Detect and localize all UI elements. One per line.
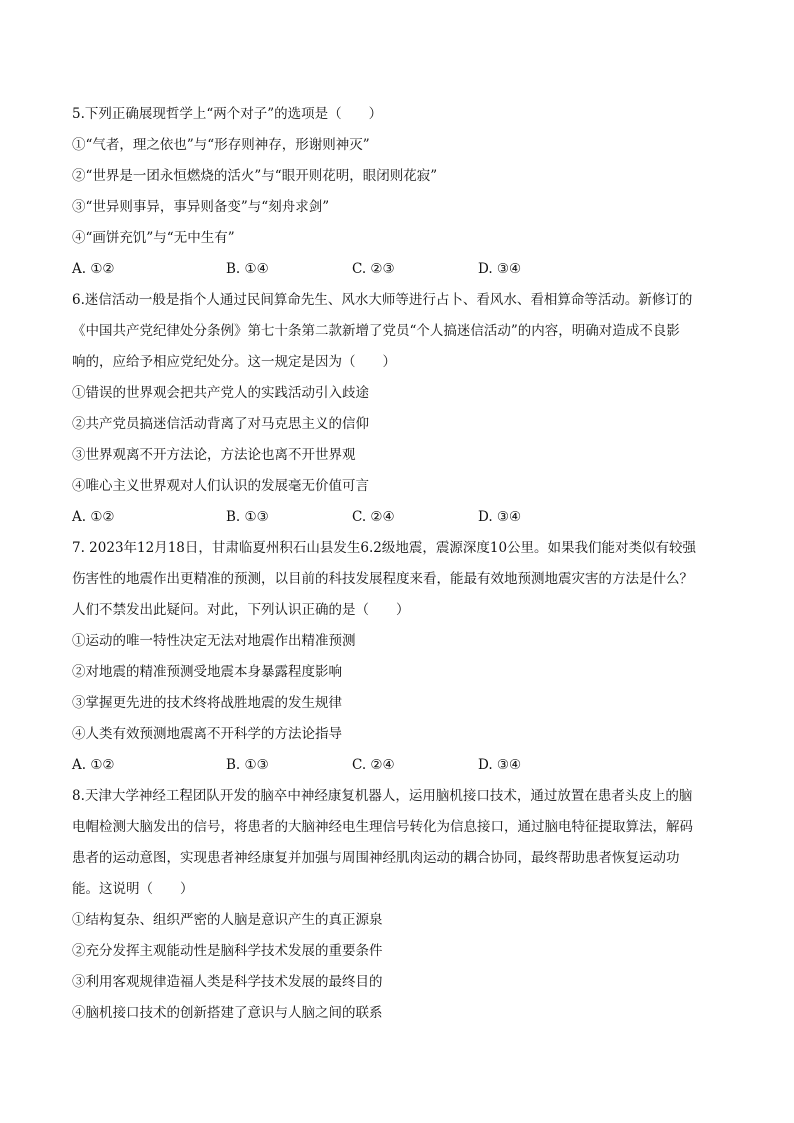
question-8-stem-line-3: 患者的运动意图，实现患者神经康复并加强与周围神经肌肉运动的耦合协同，最终帮助患者恢复运动功: [72, 850, 680, 866]
question-6-option-d[interactable]: D. ③④: [478, 509, 522, 525]
question-5-options: [72, 260, 722, 278]
question-6-stem-line-2: 《中国共产党纪律处分条例》第七十条第二款新增了党员“个人搞迷信活动”的内容，明确对造成不良影: [72, 323, 680, 339]
question-7-stem-line-1: 7. 2023年12月18日，甘肃临夏州积石山县发生6.2级地震，震源深度10公里。如果我们能对类似有较强: [72, 540, 697, 556]
question-5-option-a[interactable]: A. ①②: [72, 261, 115, 277]
question-7-item-2: ②对地震的精准预测受地震本身暴露程度影响: [72, 664, 342, 680]
question-5-option-d[interactable]: D. ③④: [478, 261, 522, 277]
question-6-option-b[interactable]: B. ①③: [226, 509, 269, 525]
question-8-stem-line-4: 能。这说明（ ）: [72, 881, 194, 897]
question-7-item-4: ④人类有效预测地震离不开科学的方法论指导: [72, 726, 342, 742]
question-6-item-3: ③世界观离不开方法论，方法论也离不开世界观: [72, 447, 356, 463]
question-7-option-d[interactable]: D. ③④: [478, 757, 522, 773]
question-7-options: [72, 756, 722, 774]
question-6-stem-line-3: 响的，应给予相应党纪处分。这一规定是因为（ ）: [72, 354, 396, 370]
question-7-option-b[interactable]: B. ①③: [226, 757, 269, 773]
question-6-item-1: ①错误的世界观会把共产党人的实践活动引入歧途: [72, 385, 369, 401]
question-7-option-c[interactable]: C. ②④: [352, 757, 395, 773]
question-5-option-b[interactable]: B. ①④: [226, 261, 269, 277]
question-8-item-1: ①结构复杂、组织严密的人脑是意识产生的真正源泉: [72, 912, 383, 928]
question-5-item-2: ②“世界是一团永恒燃烧的活火”与“眼开则花明，眼闭则花寂”: [72, 168, 438, 184]
question-8-stem-line-2: 电帽检测大脑发出的信号，将患者的大脑神经电生理信号转化为信息接口，通过脑电特征提取算法，解码: [72, 819, 693, 835]
question-6-item-2: ②共产党员搞迷信活动背离了对马克思主义的信仰: [72, 416, 369, 432]
question-6-option-a[interactable]: A. ①②: [72, 509, 115, 525]
question-5-stem-line-1: 5.下列正确展现哲学上“两个对子”的选项是（ ）: [72, 106, 383, 122]
question-7-item-1: ①运动的唯一特性决定无法对地震作出精准预测: [72, 633, 356, 649]
question-7-stem-line-2: 伤害性的地震作出更精准的预测，以目前的科技发展程度来看，能最有效地预测地震灾害的方法是什么？: [72, 571, 693, 587]
question-6-options: [72, 508, 722, 526]
question-8-item-3: ③利用客观规律造福人类是科学技术发展的最终目的: [72, 974, 383, 990]
question-5-item-4: ④“画饼充饥”与“无中生有”: [72, 230, 235, 246]
question-7-stem-line-3: 人们不禁发出此疑问。对此，下列认识正确的是（ ）: [72, 602, 410, 618]
question-8-item-4: ④脑机接口技术的创新搭建了意识与人脑之间的联系: [72, 1005, 383, 1021]
question-6-item-4: ④唯心主义世界观对人们认识的发展毫无价值可言: [72, 478, 369, 494]
question-5-option-c[interactable]: C. ②③: [352, 261, 395, 277]
question-5-item-3: ③“世异则事异，事异则备变”与“刻舟求剑”: [72, 199, 330, 215]
question-6-stem-line-1: 6.迷信活动一般是指个人通过民间算命先生、风水大师等进行占卜、看风水、看相算命等活动。新修订的: [72, 292, 693, 308]
question-5-item-1: ①“气者，理之依也”与“形存则神存，形谢则神灭”: [72, 137, 370, 153]
question-7-item-3: ③掌握更先进的技术终将战胜地震的发生规律: [72, 695, 342, 711]
question-8-item-2: ②充分发挥主观能动性是脑科学技术发展的重要条件: [72, 943, 383, 959]
question-6-option-c[interactable]: C. ②④: [352, 509, 395, 525]
question-8-stem-line-1: 8.天津大学神经工程团队开发的脑卒中神经康复机器人，运用脑机接口技术，通过放置在患者头皮上的脑: [72, 788, 693, 804]
question-7-option-a[interactable]: A. ①②: [72, 757, 115, 773]
